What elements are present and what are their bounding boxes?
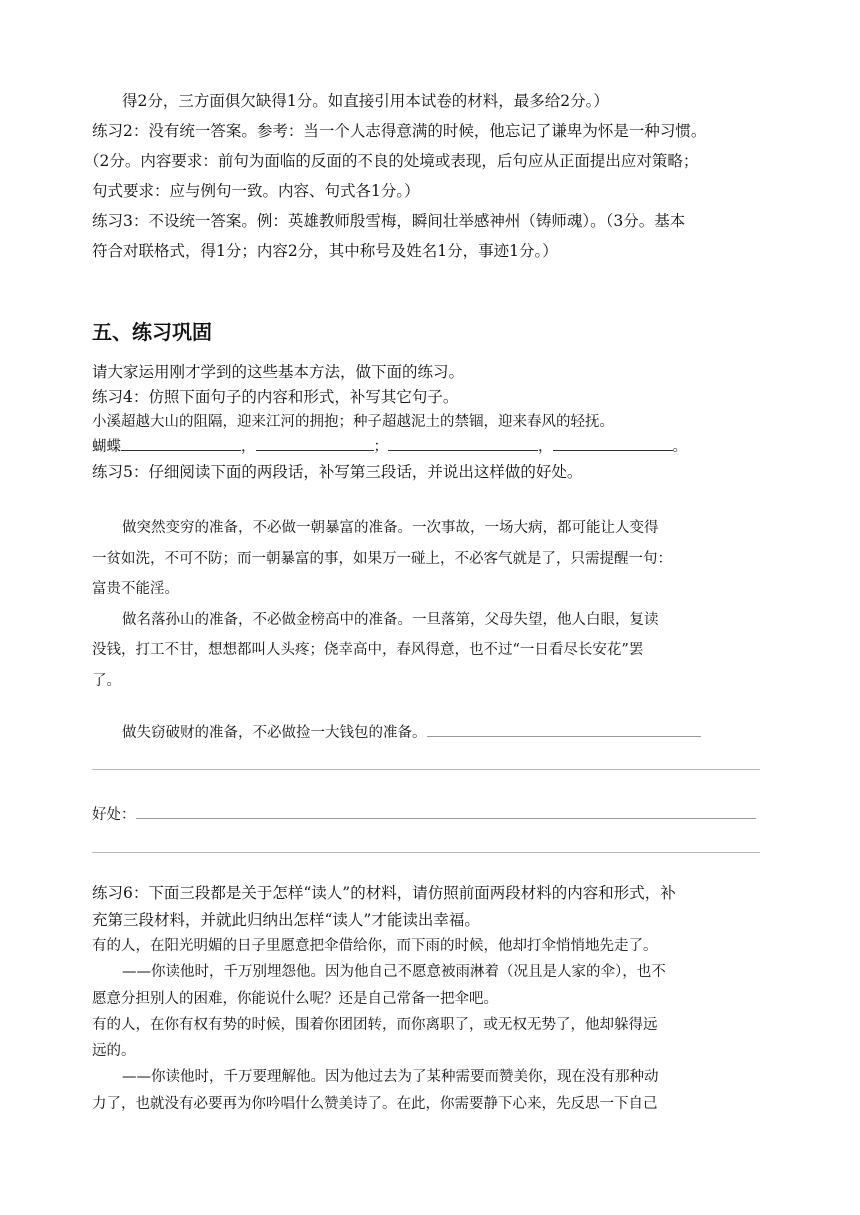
fill-end: 。 — [672, 439, 687, 455]
material-b-comment: ——你读他时，千万要理解他。因为他过去为了某种需要而赞美你，现在没有那种动 — [122, 1069, 659, 1086]
sep-3: ， — [538, 439, 553, 455]
blank-2[interactable] — [256, 436, 374, 451]
exercise-4-prompt: 练习4：仿照下面句子的内容和形式，补写其它句子。 — [92, 388, 459, 406]
passage-3-answer-blank[interactable] — [427, 722, 701, 737]
scoring-line: 得2分，三方面俱欠缺得1分。如直接引用本试卷的材料，最多给2分。） — [122, 92, 609, 110]
exercise-3-scoring: 符合对联格式，得1分；内容2分，其中称号及姓名1分，事迹1分。） — [92, 242, 558, 260]
material-b-comment: 力了，也就没有必要再为你吟唱什么赞美诗了。在此，你需要静下心来，先反思一下自己 — [92, 1095, 658, 1112]
passage-1-line: 一贫如洗，不可不防；而一朝暴富的事，如果万一碰上，不必客气就是了，只需提醒一句： — [92, 550, 672, 567]
section-title: 五、练习巩固 — [92, 320, 212, 344]
passage-2-line: 了。 — [92, 672, 121, 689]
passage-1-line: 富贵不能淫。 — [92, 581, 179, 597]
exercise-2-scoring: （2分。内容要求：前句为面临的反面的不良的处境或表现，后句应从正面提出应对策略； — [84, 152, 699, 170]
passage-3-start: 做失窃破财的准备，不必做捡一大钱包的准备。 — [122, 725, 427, 741]
material-b: 有的人，在你有权有势的时候，围着你团团转，而你离职了，或无权无势了，他却躲得远 — [92, 1016, 658, 1033]
benefit-label: 好处： — [92, 807, 136, 823]
passage-2-line: 做名落孙山的准备，不必做金榜高中的准备。一旦落第，父母失望，他人白眼，复读 — [122, 611, 659, 628]
sep-1: ， — [241, 439, 256, 455]
material-a-comment: ——你读他时，千万别埋怨他。因为他自己不愿意被雨淋着（况且是人家的伞），也不 — [122, 964, 666, 981]
exercise-4-fill-line — [92, 435, 768, 460]
exercise-6-material — [92, 933, 768, 1117]
exercise-2-answer: 练习2：没有统一答案。参考：当一个人志得意满的时候，他忘记了谦卑为怀是一种习惯。 — [92, 122, 707, 140]
exercise-5-answer-line — [92, 718, 768, 748]
exercise-6-prompt — [92, 880, 768, 934]
benefit-answer-blank[interactable] — [136, 804, 756, 819]
exercise-6-prompt-line: 练习6：下面三段都是关于怎样“读人”的材料，请仿照前面两段材料的内容和形式，补 — [92, 884, 676, 902]
exercise-6-prompt-line: 充第三段材料，并就此归纳出怎样“读人”才能读出幸福。 — [92, 911, 480, 929]
section-intro: 请大家运用刚才学到的这些基本方法，做下面的练习。 — [92, 363, 465, 381]
benefit-rule — [92, 852, 760, 853]
exercise-3-answer: 练习3：不设统一答案。例：英雄教师殷雪梅，瞬间壮举感神州（铸师魂）。（3分。基本 — [92, 212, 686, 230]
material-b: 远的。 — [92, 1043, 136, 1060]
material-a: 有的人，在阳光明媚的日子里愿意把伞借给你，而下雨的时候，他却打伞悄悄地先走了。 — [92, 938, 658, 954]
answer-rule — [92, 769, 760, 770]
passage-2-line: 没钱，打工不甘，想想都叫人头疼；侥幸高中，春风得意，也不过“一日看尽长安花”罢 — [92, 642, 644, 658]
exercise-4-block — [92, 360, 768, 485]
fill-start: 蝴蝶 — [92, 439, 121, 455]
material-a-comment: 愿意分担别人的困难，你能说什么呢？还是自己常备一把伞吧。 — [92, 990, 498, 1007]
benefit-line — [92, 800, 768, 830]
passage-1-line: 做突然变穷的准备，不必做一朝暴富的准备。一次事故，一场大病，都可能让人变得 — [122, 520, 659, 536]
exercise-5-prompt: 练习5：仔细阅读下面的两段话，补写第三段话，并说出这样做的好处。 — [92, 463, 583, 481]
blank-1[interactable] — [121, 436, 241, 451]
blank-4[interactable] — [553, 436, 673, 451]
exercise-5-passage — [92, 513, 768, 696]
exercise-2-scoring-cont: 句式要求：应与例句一致。内容、句式各1分。） — [92, 182, 420, 200]
scoring-notes — [84, 86, 768, 266]
sep-2: ； — [373, 439, 388, 455]
blank-3[interactable] — [388, 436, 538, 451]
exercise-4-example: 小溪超越大山的阻隔，迎来江河的拥抱；种子超越泥土的禁锢，迎来春风的轻抚。 — [92, 414, 614, 430]
